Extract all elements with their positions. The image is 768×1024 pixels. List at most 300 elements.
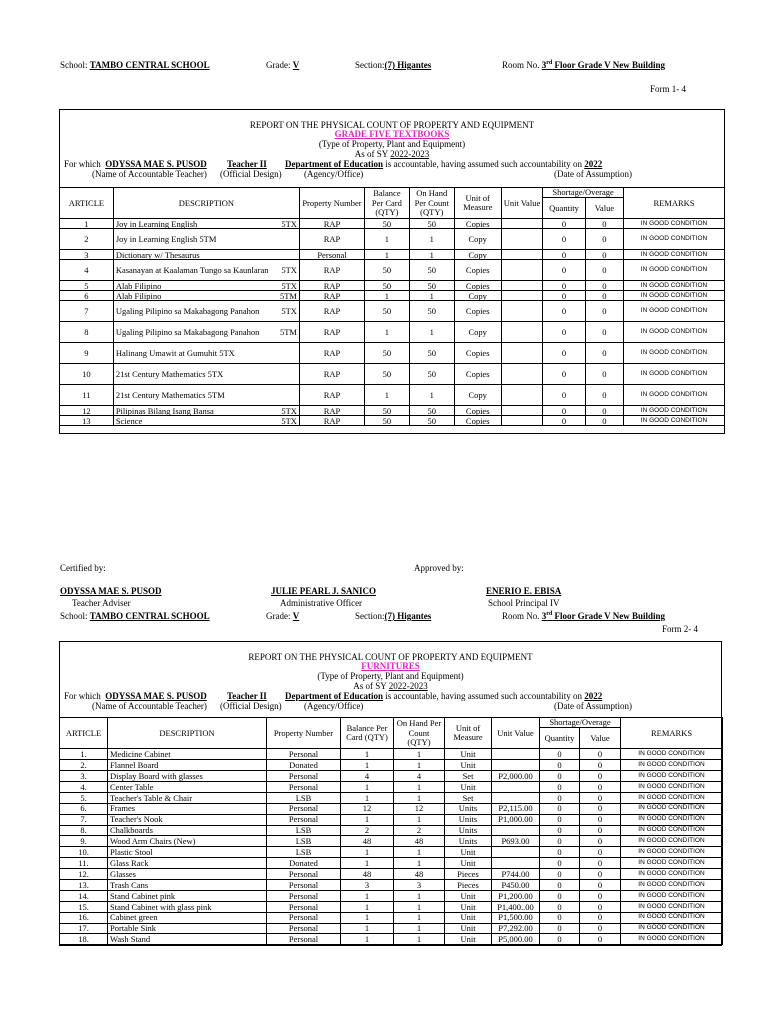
cell-shortage-value: 0 xyxy=(580,890,621,901)
section-label: Section: xyxy=(355,611,385,621)
cell-remarks: IN GOOD CONDITION xyxy=(623,385,724,406)
signatory-1-role: Teacher Adviser xyxy=(72,598,131,608)
cell-shortage-qty: 0 xyxy=(543,364,586,385)
cell-shortage-value: 0 xyxy=(580,760,621,771)
cell-property-number: Personal xyxy=(267,912,341,923)
col-value: Value xyxy=(585,198,623,219)
description-text: Joy in Learning English xyxy=(115,218,198,229)
table-row xyxy=(60,858,723,869)
cell-property-number: Personal xyxy=(267,901,341,912)
school-line-2 xyxy=(60,611,210,621)
caption-name-1: (Name of Accountable Teacher) xyxy=(92,169,207,179)
cell-property-number: Personal xyxy=(267,934,341,945)
description-tag: 5TX xyxy=(281,415,297,426)
cell-shortage-qty: 0 xyxy=(540,803,580,814)
cell-on-hand: 1 xyxy=(394,858,445,869)
cell-on-hand: 12 xyxy=(394,803,445,814)
designation: Teacher II xyxy=(227,691,267,701)
cell-article: 1. xyxy=(60,749,108,760)
cell-description xyxy=(113,301,299,322)
cell-property-number: RAP xyxy=(299,416,364,426)
cell-unit-measure: Copies xyxy=(454,416,501,426)
cell-unit-value xyxy=(501,250,542,260)
caption-date-2: (Date of Assumption) xyxy=(554,701,632,711)
col-quantity: Quantity xyxy=(540,728,580,749)
table-row xyxy=(60,880,723,891)
cell-shortage-qty: 0 xyxy=(540,836,580,847)
inventory-table-1 xyxy=(59,187,725,426)
cell-balance: 1 xyxy=(341,934,394,945)
cell-unit-value xyxy=(492,782,540,793)
table-row xyxy=(60,782,723,793)
signatory-2-role: Administrative Officer xyxy=(280,598,363,608)
designation: Teacher II xyxy=(227,159,267,169)
cell-unit-value xyxy=(492,792,540,803)
table-row xyxy=(60,322,725,343)
cell-article: 8. xyxy=(60,825,108,836)
cell-shortage-qty: 0 xyxy=(540,901,580,912)
cell-on-hand: 50 xyxy=(409,343,454,364)
cell-shortage-qty: 0 xyxy=(543,416,586,426)
col-unit-measure: Unit of Measure xyxy=(445,718,492,749)
caption-design-2: (Official Design) xyxy=(220,701,282,711)
col-article: ARTICLE xyxy=(60,718,108,749)
cell-unit-measure: Copy xyxy=(454,229,501,250)
cell-unit-measure: Copies xyxy=(454,406,501,416)
cell-unit-measure: Pieces xyxy=(445,869,492,880)
section-line-1 xyxy=(355,60,431,70)
cell-property-number: RAP xyxy=(299,406,364,416)
cell-shortage-qty: 0 xyxy=(540,858,580,869)
cell-description: Teacher's Nook xyxy=(108,814,267,825)
col-onhand: On Hand Per Count (QTY) xyxy=(394,718,445,749)
table-row xyxy=(60,803,723,814)
cell-property-number: Personal xyxy=(267,782,341,793)
cell-on-hand: 50 xyxy=(409,260,454,281)
table-row xyxy=(60,219,725,229)
cell-shortage-value: 0 xyxy=(585,322,623,343)
cell-property-number: LSB xyxy=(267,847,341,858)
cell-unit-measure: Unit xyxy=(445,782,492,793)
grade-line-2 xyxy=(266,611,299,621)
table-row xyxy=(60,760,723,771)
caption-agency-1: (Agency/Office) xyxy=(304,169,364,179)
table-row xyxy=(60,385,725,406)
cell-shortage-value: 0 xyxy=(580,836,621,847)
cell-property-number: RAP xyxy=(299,281,364,291)
cell-remarks: IN GOOD CONDITION xyxy=(621,869,723,880)
school-name: TAMBO CENTRAL SCHOOL xyxy=(89,60,210,70)
cell-on-hand: 1 xyxy=(409,250,454,260)
cell-remarks: IN GOOD CONDITION xyxy=(623,416,724,426)
cell-balance: 1 xyxy=(341,923,394,934)
cell-property-number: Personal xyxy=(267,890,341,901)
cell-shortage-qty: 0 xyxy=(543,301,586,322)
cell-unit-measure: Unit xyxy=(445,847,492,858)
cell-shortage-value: 0 xyxy=(585,281,623,291)
cell-shortage-value: 0 xyxy=(585,406,623,416)
cell-description: Flannel Board xyxy=(108,760,267,771)
cell-on-hand: 1 xyxy=(409,322,454,343)
cell-article: 3 xyxy=(60,250,114,260)
cell-shortage-value: 0 xyxy=(585,291,623,301)
cell-description: Cabinet green xyxy=(108,912,267,923)
cell-remarks: IN GOOD CONDITION xyxy=(621,760,723,771)
col-balance: Balance Per Card (QTY) xyxy=(364,188,409,219)
cell-balance: 1 xyxy=(341,792,394,803)
cell-on-hand: 1 xyxy=(409,229,454,250)
cell-shortage-value: 0 xyxy=(580,771,621,782)
col-unit-measure: Unit of Measure xyxy=(454,188,501,219)
cell-article: 2 xyxy=(60,229,114,250)
cell-balance: 1 xyxy=(341,890,394,901)
cell-remarks: IN GOOD CONDITION xyxy=(621,814,723,825)
cell-property-number: LSB xyxy=(267,825,341,836)
cell-unit-measure: Copy xyxy=(454,250,501,260)
cell-remarks: IN GOOD CONDITION xyxy=(621,803,723,814)
cell-unit-value: P693.00 xyxy=(492,836,540,847)
report-title-2: REPORT ON THE PHYSICAL COUNT OF PROPERTY AND EQUIPMENT xyxy=(248,652,533,662)
cell-property-number: Donated xyxy=(267,858,341,869)
col-shortage: Shortage/Overage xyxy=(543,188,624,198)
agency: Department of Education xyxy=(285,691,384,701)
col-value: Value xyxy=(580,728,621,749)
cell-property-number: Personal xyxy=(267,923,341,934)
description-text: Science xyxy=(115,415,143,426)
cell-remarks: IN GOOD CONDITION xyxy=(621,858,723,869)
cell-shortage-value: 0 xyxy=(580,934,621,945)
cell-shortage-qty: 0 xyxy=(543,385,586,406)
cell-shortage-qty: 0 xyxy=(543,406,586,416)
cell-unit-value: P1,000.00 xyxy=(492,814,540,825)
cell-property-number: Personal xyxy=(299,250,364,260)
caption-name-2: (Name of Accountable Teacher) xyxy=(92,701,207,711)
cell-article: 12. xyxy=(60,869,108,880)
cell-article: 17. xyxy=(60,923,108,934)
room-line-2 xyxy=(502,611,665,621)
cell-remarks: IN GOOD CONDITION xyxy=(621,890,723,901)
cell-unit-measure: Unit xyxy=(445,923,492,934)
cell-shortage-value: 0 xyxy=(580,782,621,793)
description-text: Pilipinas Bilang Isang Bansa xyxy=(115,405,214,416)
cell-remarks: IN GOOD CONDITION xyxy=(623,364,724,385)
cell-remarks: IN GOOD CONDITION xyxy=(621,825,723,836)
cell-description: Teacher's Table & Chair xyxy=(108,792,267,803)
cell-shortage-value: 0 xyxy=(585,343,623,364)
cell-property-number: RAP xyxy=(299,364,364,385)
cell-article: 5 xyxy=(60,281,114,291)
cell-unit-value: P1,400..00 xyxy=(492,901,540,912)
cell-on-hand: 1 xyxy=(394,912,445,923)
cell-article: 10. xyxy=(60,847,108,858)
table-row xyxy=(60,890,723,901)
cell-article: 6. xyxy=(60,803,108,814)
cell-unit-value: P744.00 xyxy=(492,869,540,880)
inventory-table-2 xyxy=(59,717,723,945)
cell-unit-value xyxy=(501,416,542,426)
cell-property-number: RAP xyxy=(299,229,364,250)
school-line-1 xyxy=(60,60,210,70)
school-name: TAMBO CENTRAL SCHOOL xyxy=(89,611,210,621)
cell-shortage-qty: 0 xyxy=(543,219,586,229)
cell-balance: 1 xyxy=(341,749,394,760)
room-value: 3rd Floor Grade V New Building xyxy=(541,611,666,621)
cell-property-number: LSB xyxy=(267,792,341,803)
cell-article: 14. xyxy=(60,890,108,901)
cell-unit-measure: Copies xyxy=(454,260,501,281)
cell-shortage-qty: 0 xyxy=(540,825,580,836)
cell-on-hand: 3 xyxy=(394,880,445,891)
cell-unit-value xyxy=(492,760,540,771)
cell-shortage-qty: 0 xyxy=(543,343,586,364)
cell-unit-value: P2,000.00 xyxy=(492,771,540,782)
room-label: Room No. xyxy=(502,60,540,70)
cell-shortage-qty: 0 xyxy=(540,847,580,858)
table-row xyxy=(60,229,725,250)
grade-label: Grade: xyxy=(266,611,291,621)
accountable-name: ODYSSA MAE S. PUSOD xyxy=(105,691,207,701)
caption-design-1: (Official Design) xyxy=(220,169,282,179)
cell-shortage-qty: 0 xyxy=(540,912,580,923)
cell-shortage-value: 0 xyxy=(580,847,621,858)
cell-article: 3. xyxy=(60,771,108,782)
table-row xyxy=(60,291,725,301)
cell-article: 12 xyxy=(60,406,114,416)
approved-by-label: Approved by: xyxy=(414,563,464,573)
cell-unit-value xyxy=(501,343,542,364)
cell-balance: 1 xyxy=(341,858,394,869)
cell-article: 4. xyxy=(60,782,108,793)
type-caption-2: (Type of Property, Plant and Equipment) xyxy=(317,671,464,681)
table-row xyxy=(60,364,725,385)
cell-property-number: RAP xyxy=(299,343,364,364)
cell-shortage-value: 0 xyxy=(580,912,621,923)
cell-property-number: Personal xyxy=(267,803,341,814)
cell-description: Halinang Umawit at Gumuhit 5TX xyxy=(113,343,299,364)
cell-remarks: IN GOOD CONDITION xyxy=(623,219,724,229)
category-1: GRADE FIVE TEXTBOOKS xyxy=(334,129,450,139)
cell-balance: 1 xyxy=(341,912,394,923)
cell-description: Medicine Cabinet xyxy=(108,749,267,760)
description-tag: 5TX xyxy=(281,218,297,229)
grade-line-1 xyxy=(266,60,299,70)
cell-article: 13. xyxy=(60,880,108,891)
cell-remarks: IN GOOD CONDITION xyxy=(621,847,723,858)
cell-unit-measure: Copies xyxy=(454,301,501,322)
assumption-year: 2022 xyxy=(584,691,603,701)
cell-article: 9 xyxy=(60,343,114,364)
type-caption-1: (Type of Property, Plant and Equipment) xyxy=(318,139,466,149)
cell-balance: 50 xyxy=(364,343,409,364)
cell-description: Chalkboards xyxy=(108,825,267,836)
cell-remarks: IN GOOD CONDITION xyxy=(623,322,724,343)
cell-shortage-value: 0 xyxy=(580,814,621,825)
cell-description xyxy=(113,322,299,343)
cell-shortage-value: 0 xyxy=(580,858,621,869)
report-title-1: REPORT ON THE PHYSICAL COUNT OF PROPERTY AND EQUIPMENT xyxy=(249,120,535,130)
cell-balance: 48 xyxy=(341,836,394,847)
table-row xyxy=(60,814,723,825)
cell-unit-measure: Unit xyxy=(445,749,492,760)
cell-on-hand: 1 xyxy=(394,934,445,945)
cell-unit-value xyxy=(501,260,542,281)
table-row xyxy=(60,250,725,260)
cell-on-hand: 1 xyxy=(394,760,445,771)
section-value: (7) Higantes xyxy=(384,60,432,70)
cell-on-hand: 50 xyxy=(409,416,454,426)
col-remarks: REMARKS xyxy=(623,188,724,219)
cell-article: 10 xyxy=(60,364,114,385)
cell-remarks: IN GOOD CONDITION xyxy=(621,923,723,934)
cell-shortage-value: 0 xyxy=(585,364,623,385)
cell-remarks: IN GOOD CONDITION xyxy=(623,291,724,301)
cell-balance: 1 xyxy=(364,250,409,260)
cell-unit-measure: Copies xyxy=(454,281,501,291)
cell-on-hand: 48 xyxy=(394,836,445,847)
cell-unit-value xyxy=(501,322,542,343)
cell-balance: 50 xyxy=(364,416,409,426)
cell-unit-measure: Unit xyxy=(445,760,492,771)
cell-on-hand: 50 xyxy=(409,219,454,229)
cell-balance: 4 xyxy=(341,771,394,782)
cell-shortage-value: 0 xyxy=(585,416,623,426)
cell-shortage-value: 0 xyxy=(580,869,621,880)
cell-remarks: IN GOOD CONDITION xyxy=(621,792,723,803)
room-line-1 xyxy=(502,60,665,70)
cell-shortage-qty: 0 xyxy=(543,229,586,250)
cell-balance: 50 xyxy=(364,281,409,291)
cell-unit-measure: Unit xyxy=(445,901,492,912)
cell-unit-value xyxy=(501,281,542,291)
col-unit-value: Unit Value xyxy=(501,188,542,219)
cell-shortage-qty: 0 xyxy=(543,322,586,343)
cell-shortage-value: 0 xyxy=(580,749,621,760)
table-row xyxy=(60,825,723,836)
description-tag: 5TM xyxy=(279,290,297,301)
cell-description: Display Board with glasses xyxy=(108,771,267,782)
cell-article: 7 xyxy=(60,301,114,322)
signatory-2-name: JULIE PEARL J. SANICO xyxy=(271,586,377,596)
cell-article: 18. xyxy=(60,934,108,945)
form-number-2: Form 2- 4 xyxy=(662,624,698,634)
cell-remarks: IN GOOD CONDITION xyxy=(623,343,724,364)
room-value: 3rd Floor Grade V New Building xyxy=(541,60,666,70)
cell-on-hand: 1 xyxy=(394,749,445,760)
cell-remarks: IN GOOD CONDITION xyxy=(621,749,723,760)
cell-on-hand: 1 xyxy=(409,291,454,301)
col-description: DESCRIPTION xyxy=(113,188,299,219)
cell-on-hand: 48 xyxy=(394,869,445,880)
cell-on-hand: 1 xyxy=(394,901,445,912)
cell-article: 16. xyxy=(60,912,108,923)
section-label: Section: xyxy=(355,60,385,70)
cell-description: Stand Cabinet pink xyxy=(108,890,267,901)
col-quantity: Quantity xyxy=(543,198,586,219)
cell-article: 9. xyxy=(60,836,108,847)
cell-balance: 1 xyxy=(341,901,394,912)
table-row xyxy=(60,406,725,416)
cell-description xyxy=(113,416,299,426)
cell-shortage-value: 0 xyxy=(580,880,621,891)
cell-article: 13 xyxy=(60,416,114,426)
cell-article: 11 xyxy=(60,385,114,406)
cell-shortage-qty: 0 xyxy=(540,792,580,803)
cell-unit-measure: Copies xyxy=(454,364,501,385)
cell-description: Wood Arm Chairs (New) xyxy=(108,836,267,847)
cell-description xyxy=(113,281,299,291)
cell-description: Center Table xyxy=(108,782,267,793)
cell-shortage-value: 0 xyxy=(585,385,623,406)
description-tag: 5TX xyxy=(281,265,297,276)
section-line-2 xyxy=(355,611,431,621)
table-row xyxy=(60,281,725,291)
table-row xyxy=(60,749,723,760)
cell-balance: 50 xyxy=(364,406,409,416)
cell-remarks: IN GOOD CONDITION xyxy=(623,301,724,322)
cell-description: Wash Stand xyxy=(108,934,267,945)
cell-shortage-qty: 0 xyxy=(540,890,580,901)
cell-description: Dictionary w/ Thesaurus xyxy=(113,250,299,260)
room-label: Room No. xyxy=(502,611,540,621)
cell-article: 15. xyxy=(60,901,108,912)
cell-property-number: Personal xyxy=(267,880,341,891)
cell-unit-measure: Unit xyxy=(445,890,492,901)
signatory-1-name: ODYSSA MAE S. PUSOD xyxy=(60,586,162,596)
cell-unit-value xyxy=(501,219,542,229)
table-row xyxy=(60,869,723,880)
table-row xyxy=(60,912,723,923)
cell-property-number: RAP xyxy=(299,301,364,322)
cell-balance: 1 xyxy=(364,291,409,301)
cell-shortage-qty: 0 xyxy=(543,291,586,301)
col-property: Property Number xyxy=(299,188,364,219)
cell-balance: 1 xyxy=(341,760,394,771)
cell-unit-measure: Units xyxy=(445,814,492,825)
cell-unit-value xyxy=(492,749,540,760)
cell-shortage-qty: 0 xyxy=(540,782,580,793)
cell-unit-value xyxy=(501,291,542,301)
cell-balance: 1 xyxy=(341,847,394,858)
cell-balance: 12 xyxy=(341,803,394,814)
cell-article: 11. xyxy=(60,858,108,869)
description-text: Kasanayan at Kaalaman Tungo sa Kaunlaran xyxy=(115,265,269,276)
cell-description: Portable Sink xyxy=(108,923,267,934)
table-row xyxy=(60,836,723,847)
cell-shortage-qty: 0 xyxy=(543,250,586,260)
table-row xyxy=(60,416,725,426)
cell-remarks: IN GOOD CONDITION xyxy=(623,250,724,260)
cell-on-hand: 1 xyxy=(394,792,445,803)
cell-unit-measure: Set xyxy=(445,792,492,803)
cell-property-number: RAP xyxy=(299,322,364,343)
cell-shortage-value: 0 xyxy=(580,901,621,912)
cell-balance: 48 xyxy=(341,869,394,880)
cell-unit-value xyxy=(492,847,540,858)
cell-balance: 50 xyxy=(364,301,409,322)
col-remarks: REMARKS xyxy=(621,718,723,749)
cell-description: Glasses xyxy=(108,869,267,880)
cell-balance: 2 xyxy=(341,825,394,836)
accountable-name: ODYSSA MAE S. PUSOD xyxy=(105,159,207,169)
cell-remarks: IN GOOD CONDITION xyxy=(621,912,723,923)
cell-unit-value xyxy=(501,406,542,416)
grade-value: V xyxy=(292,611,300,621)
cell-balance: 1 xyxy=(341,814,394,825)
cell-unit-measure: Units xyxy=(445,825,492,836)
cell-article: 8 xyxy=(60,322,114,343)
cell-property-number: RAP xyxy=(299,219,364,229)
cell-description: Glass Rack xyxy=(108,858,267,869)
